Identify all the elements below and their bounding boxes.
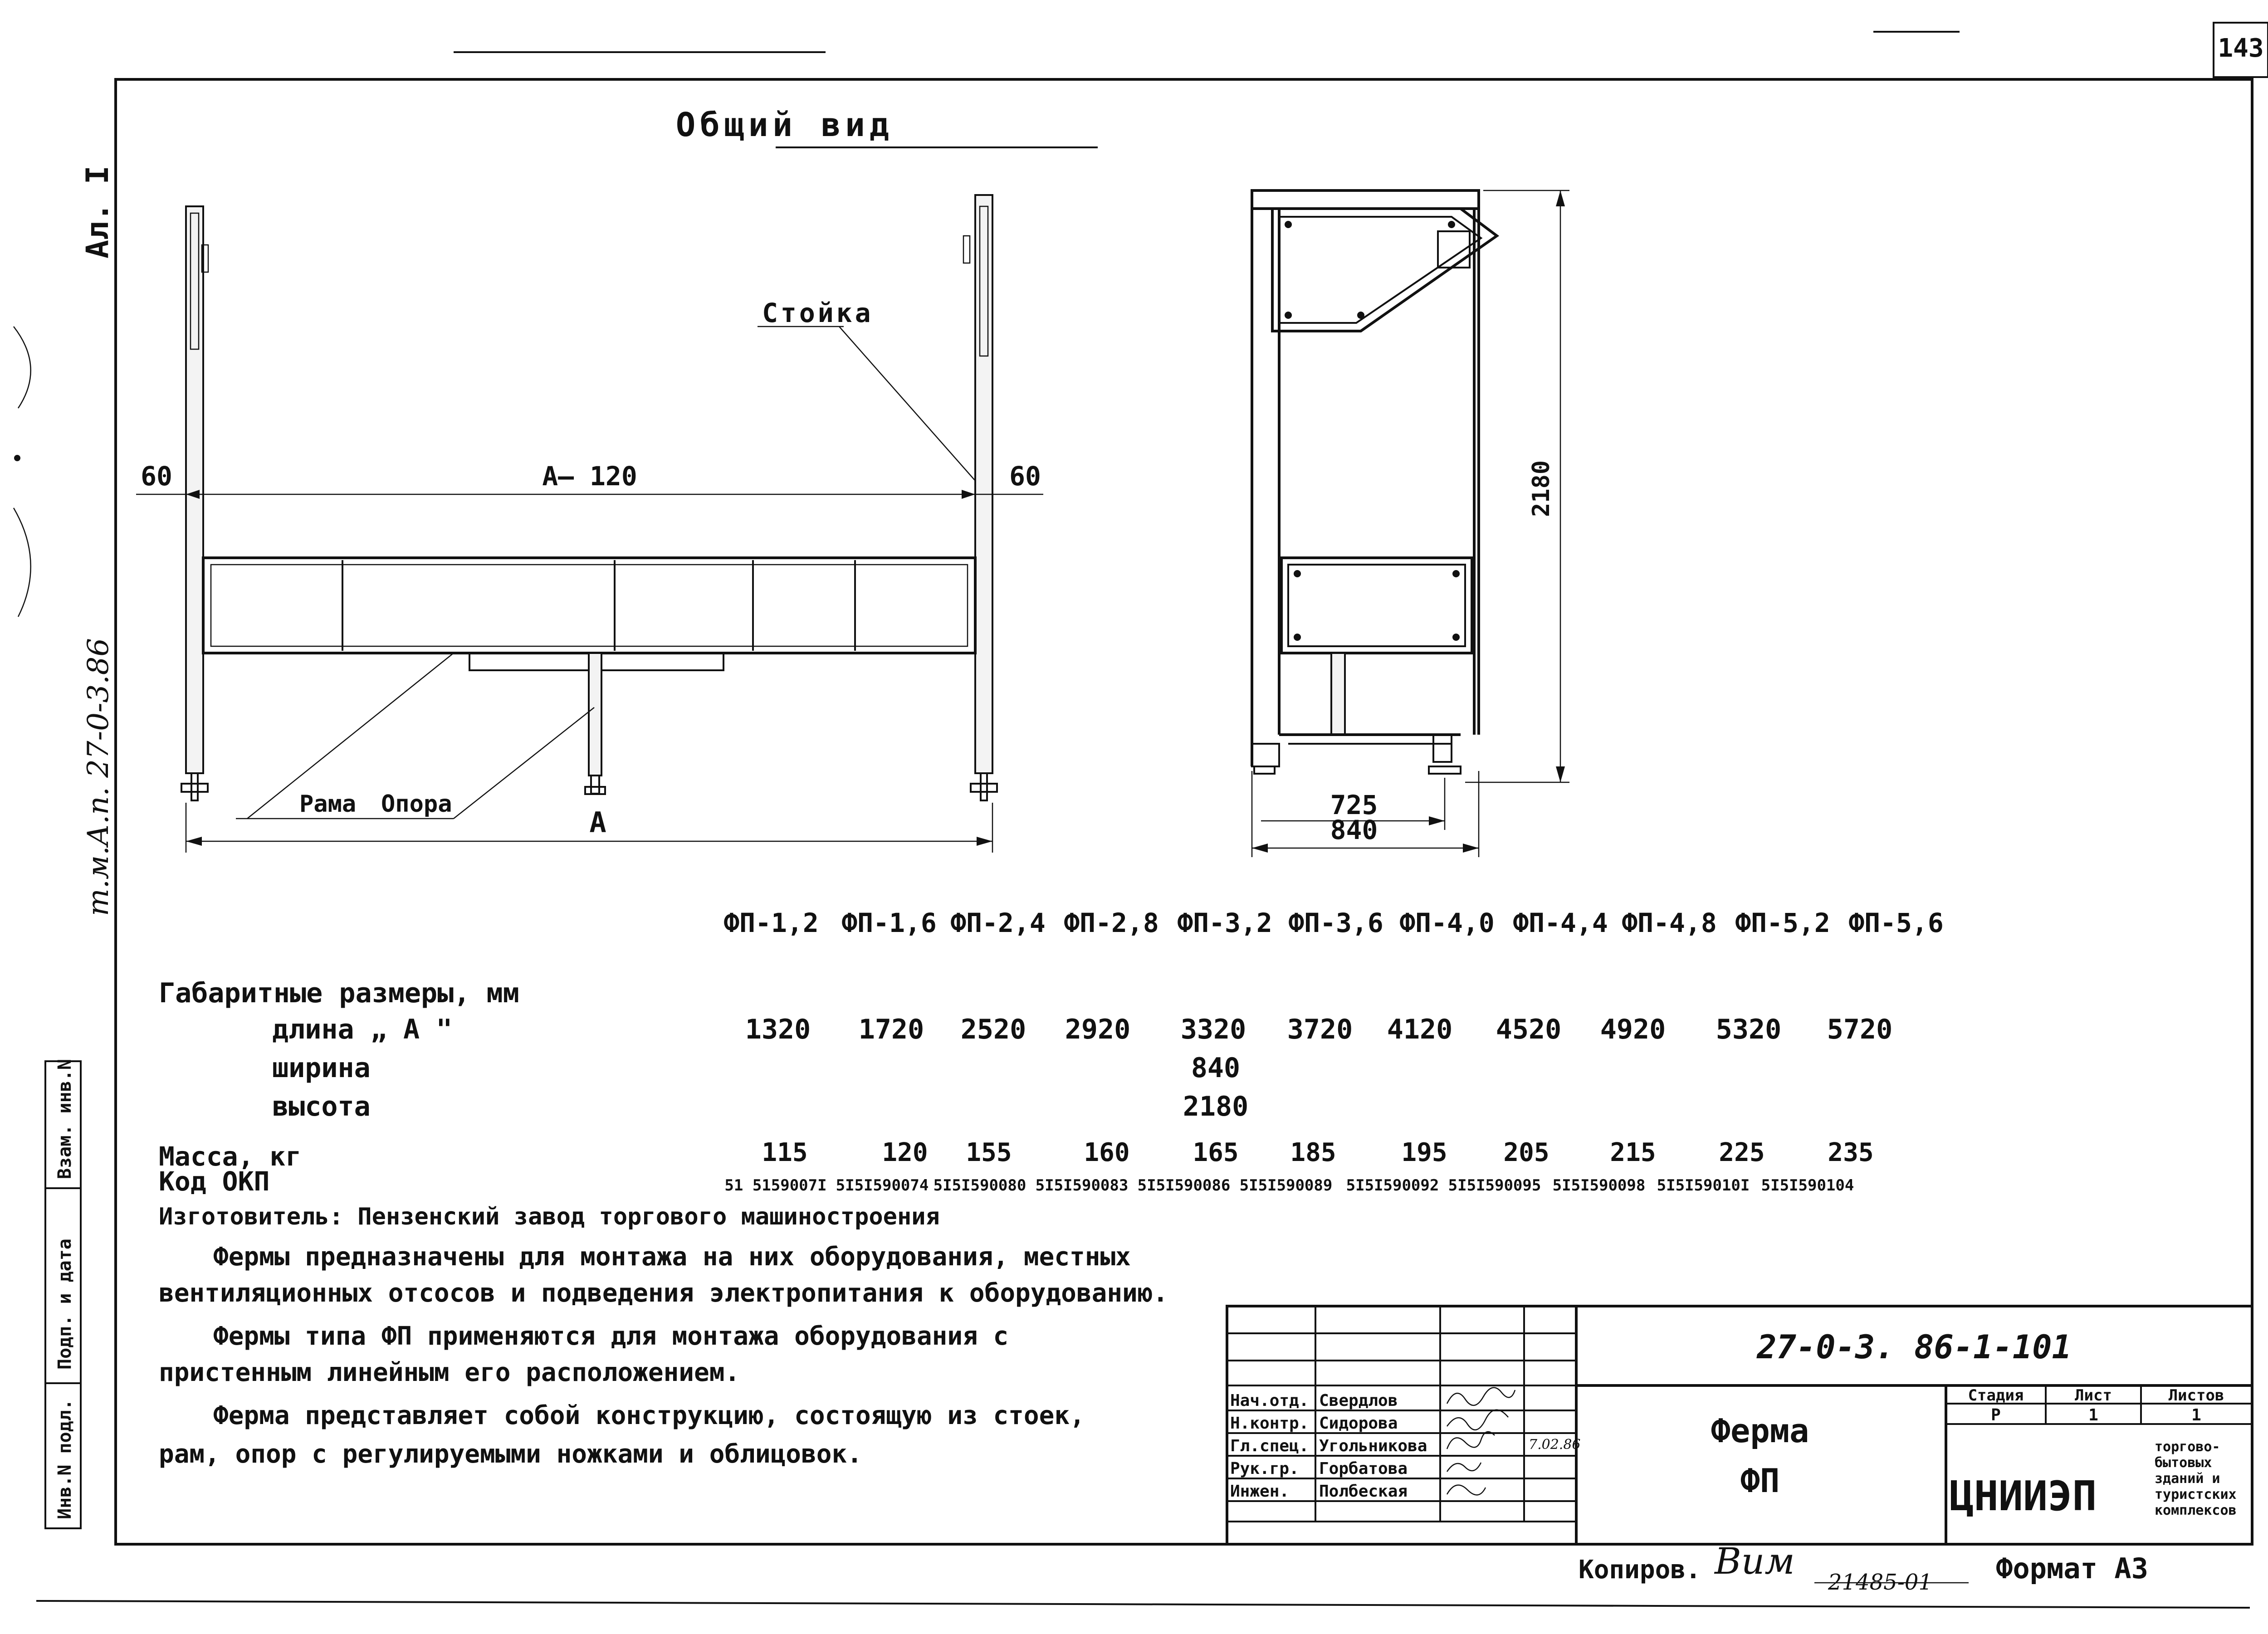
width-label: ширина (272, 1052, 371, 1084)
signature-4 (1447, 1463, 1481, 1472)
name-4: Горбатова (1319, 1459, 1408, 1478)
mass-label: Масса, кг (159, 1141, 302, 1172)
length-7: 4120 (1387, 1014, 1453, 1045)
okp-6: 5I5I590089 (1239, 1176, 1333, 1195)
date-mark: 7.02.86 (1529, 1437, 1581, 1453)
inv-no-label: Инв.N подл. (54, 1399, 75, 1519)
org-desc-5: комплексов (2155, 1502, 2237, 1518)
org-name: ЦНИИЭП (1949, 1473, 2097, 1520)
left-stand (186, 206, 203, 773)
binding-arc-1 (14, 327, 31, 408)
format-label: Формат А3 (1996, 1552, 2148, 1585)
role-5: Инжен. (1230, 1482, 1290, 1501)
right-stand (975, 195, 992, 773)
length-2: 1720 (858, 1014, 924, 1045)
mass-10: 225 (1719, 1138, 1765, 1167)
callout-frame: Рама (299, 790, 357, 818)
specification-table (159, 907, 1944, 1197)
dims-header: Габаритные размеры, мм (159, 977, 519, 1009)
dim-left-offset: 60 (141, 461, 172, 492)
okp-3: 5I5I590080 (933, 1176, 1026, 1195)
length-11: 5720 (1827, 1014, 1893, 1045)
mass-9: 215 (1610, 1138, 1656, 1167)
side-reference: т.м.А.п. 27-0-3.86 (82, 638, 115, 916)
mass-6: 185 (1290, 1138, 1336, 1167)
dim-overall-length: А (589, 806, 606, 839)
length-8: 4520 (1496, 1014, 1562, 1045)
notes (159, 1203, 1168, 1469)
role-1: Нач.отд. (1230, 1391, 1309, 1410)
upper-panel (1272, 209, 1497, 331)
binding-dot (14, 455, 20, 461)
okp-9: 5I5I590098 (1552, 1176, 1646, 1195)
side-view (1252, 190, 1569, 857)
mass-11: 235 (1828, 1138, 1874, 1167)
role-3: Гл.спец. (1230, 1437, 1309, 1455)
okp-label: Код ОКП (159, 1166, 270, 1197)
title-block (1227, 1306, 2252, 1544)
org-desc-1: торгово- (2155, 1439, 2220, 1455)
note-line-4: пристенным линейным его расположением. (159, 1358, 740, 1387)
okp-2: 5I5I590074 (836, 1176, 929, 1195)
copied-label: Копиров. (1579, 1555, 1701, 1585)
signature-1 (1447, 1388, 1515, 1405)
okp-10: 5I5I59010I (1657, 1176, 1750, 1195)
name-3: Угольникова (1319, 1437, 1427, 1455)
length-9: 4920 (1600, 1014, 1666, 1045)
name-5: Полбеская (1319, 1482, 1408, 1501)
okp-11: 5I5I590104 (1761, 1176, 1854, 1195)
model-6: ФП-3,6 (1288, 907, 1383, 938)
signature-2 (1447, 1410, 1508, 1430)
drawing-title: Общий вид (675, 106, 894, 144)
length-4: 2920 (1065, 1014, 1131, 1045)
height-label: высота (272, 1091, 371, 1122)
stage-label: Стадия (1968, 1386, 2024, 1405)
sign-date-label: Подп. и дата (54, 1239, 75, 1370)
stage-value: Р (1991, 1406, 2001, 1424)
sheets-value: 1 (2191, 1406, 2201, 1424)
dim-support-depth: 725 (1330, 790, 1378, 820)
model-10: ФП-5,2 (1735, 907, 1830, 938)
length-10: 5320 (1716, 1014, 1782, 1045)
doc-number: 27-0-3. 86-1-101 (1757, 1328, 2072, 1366)
lower-panel (1281, 558, 1472, 653)
note-line-2: вентиляционных отсосов и подведения электропитания к оборудованию. (159, 1278, 1168, 1308)
length-3: 2520 (960, 1014, 1026, 1045)
model-5: ФП-3,2 (1177, 907, 1272, 938)
model-11: ФП-5,6 (1848, 907, 1944, 938)
dim-overall-width: 840 (1330, 815, 1378, 845)
manufacturer-note: Изготовитель: Пензенский завод торгового машиностроения (159, 1203, 940, 1230)
length-6: 3720 (1287, 1014, 1353, 1045)
mass-8: 205 (1503, 1138, 1549, 1167)
length-label: длина „ А " (272, 1014, 453, 1045)
frame-cladding (203, 558, 975, 653)
length-1: 1320 (745, 1014, 811, 1045)
title-line-2: ФП (1740, 1462, 1780, 1500)
signature-3 (1447, 1432, 1495, 1449)
left-strip (45, 1059, 81, 1528)
dim-right-offset: 60 (1009, 461, 1041, 492)
mass-2: 120 (882, 1138, 928, 1167)
model-9: ФП-4,8 (1622, 907, 1717, 938)
okp-7: 5I5I590092 (1346, 1176, 1439, 1195)
note-line-3: Фермы типа ФП применяются для монтажа оборудования с (213, 1322, 1009, 1351)
callout-support: Опора (381, 790, 452, 818)
signature-5 (1447, 1485, 1486, 1495)
replaces-inv-label: Взам. инв.N (54, 1059, 75, 1179)
width-value: 840 (1191, 1052, 1241, 1084)
model-3: ФП-2,4 (950, 907, 1046, 938)
note-line-5: Ферма представляет собой конструкцию, состоящую из стоек, (213, 1401, 1085, 1430)
org-desc-4: туристских (2155, 1487, 2237, 1502)
mass-1: 115 (762, 1138, 808, 1167)
binding-arc-2 (14, 508, 31, 617)
length-5: 3320 (1180, 1014, 1246, 1045)
name-2: Сидорова (1319, 1414, 1398, 1433)
okp-4: 5I5I590083 (1035, 1176, 1129, 1195)
note-line-6: рам, опор с регулируемыми ножками и облицовок. (159, 1439, 862, 1469)
model-4: ФП-2,8 (1064, 907, 1159, 938)
mass-4: 160 (1084, 1138, 1130, 1167)
model-2: ФП-1,6 (841, 907, 937, 938)
height-value: 2180 (1183, 1091, 1249, 1122)
page-number: 143 (2218, 34, 2264, 63)
copied-signature: Вим (1715, 1540, 1795, 1582)
mass-5: 165 (1193, 1138, 1239, 1167)
callout-stand: Стойка (762, 298, 874, 328)
role-2: Н.контр. (1230, 1414, 1309, 1433)
model-7: ФП-4,0 (1399, 907, 1495, 938)
name-1: Свердлов (1319, 1391, 1398, 1410)
title-line-1: Ферма (1711, 1412, 1809, 1450)
footer (36, 1540, 2250, 1608)
mass-7: 195 (1401, 1138, 1447, 1167)
sheet-label: Лист (2075, 1386, 2112, 1405)
front-view (136, 195, 1043, 853)
org-desc-2: бытовых (2155, 1455, 2212, 1471)
bottom-edge-line (36, 1601, 2250, 1608)
model-1: ФП-1,2 (723, 907, 819, 938)
okp-1: 51 5159007I (724, 1176, 827, 1195)
sheet-value: 1 (2088, 1406, 2098, 1424)
okp-5: 5I5I590086 (1137, 1176, 1231, 1195)
sheets-label: Листов (2168, 1386, 2224, 1405)
support-leg (589, 653, 601, 776)
role-4: Рук.гр. (1230, 1459, 1299, 1478)
mass-3: 155 (966, 1138, 1012, 1167)
dim-inner-length: А– 120 (542, 461, 637, 492)
okp-8: 5I5I590095 (1448, 1176, 1541, 1195)
model-8: ФП-4,4 (1513, 907, 1608, 938)
org-desc-3: зданий и (2155, 1471, 2220, 1487)
note-line-1: Фермы предназначены для монтажа на них оборудования, местных (213, 1242, 1131, 1272)
dim-height: 2180 (1528, 460, 1555, 517)
album-label: Ал. I (80, 166, 116, 259)
order-number: 21485-01 (1828, 1570, 1932, 1595)
side-stand-outline (1252, 190, 1479, 209)
